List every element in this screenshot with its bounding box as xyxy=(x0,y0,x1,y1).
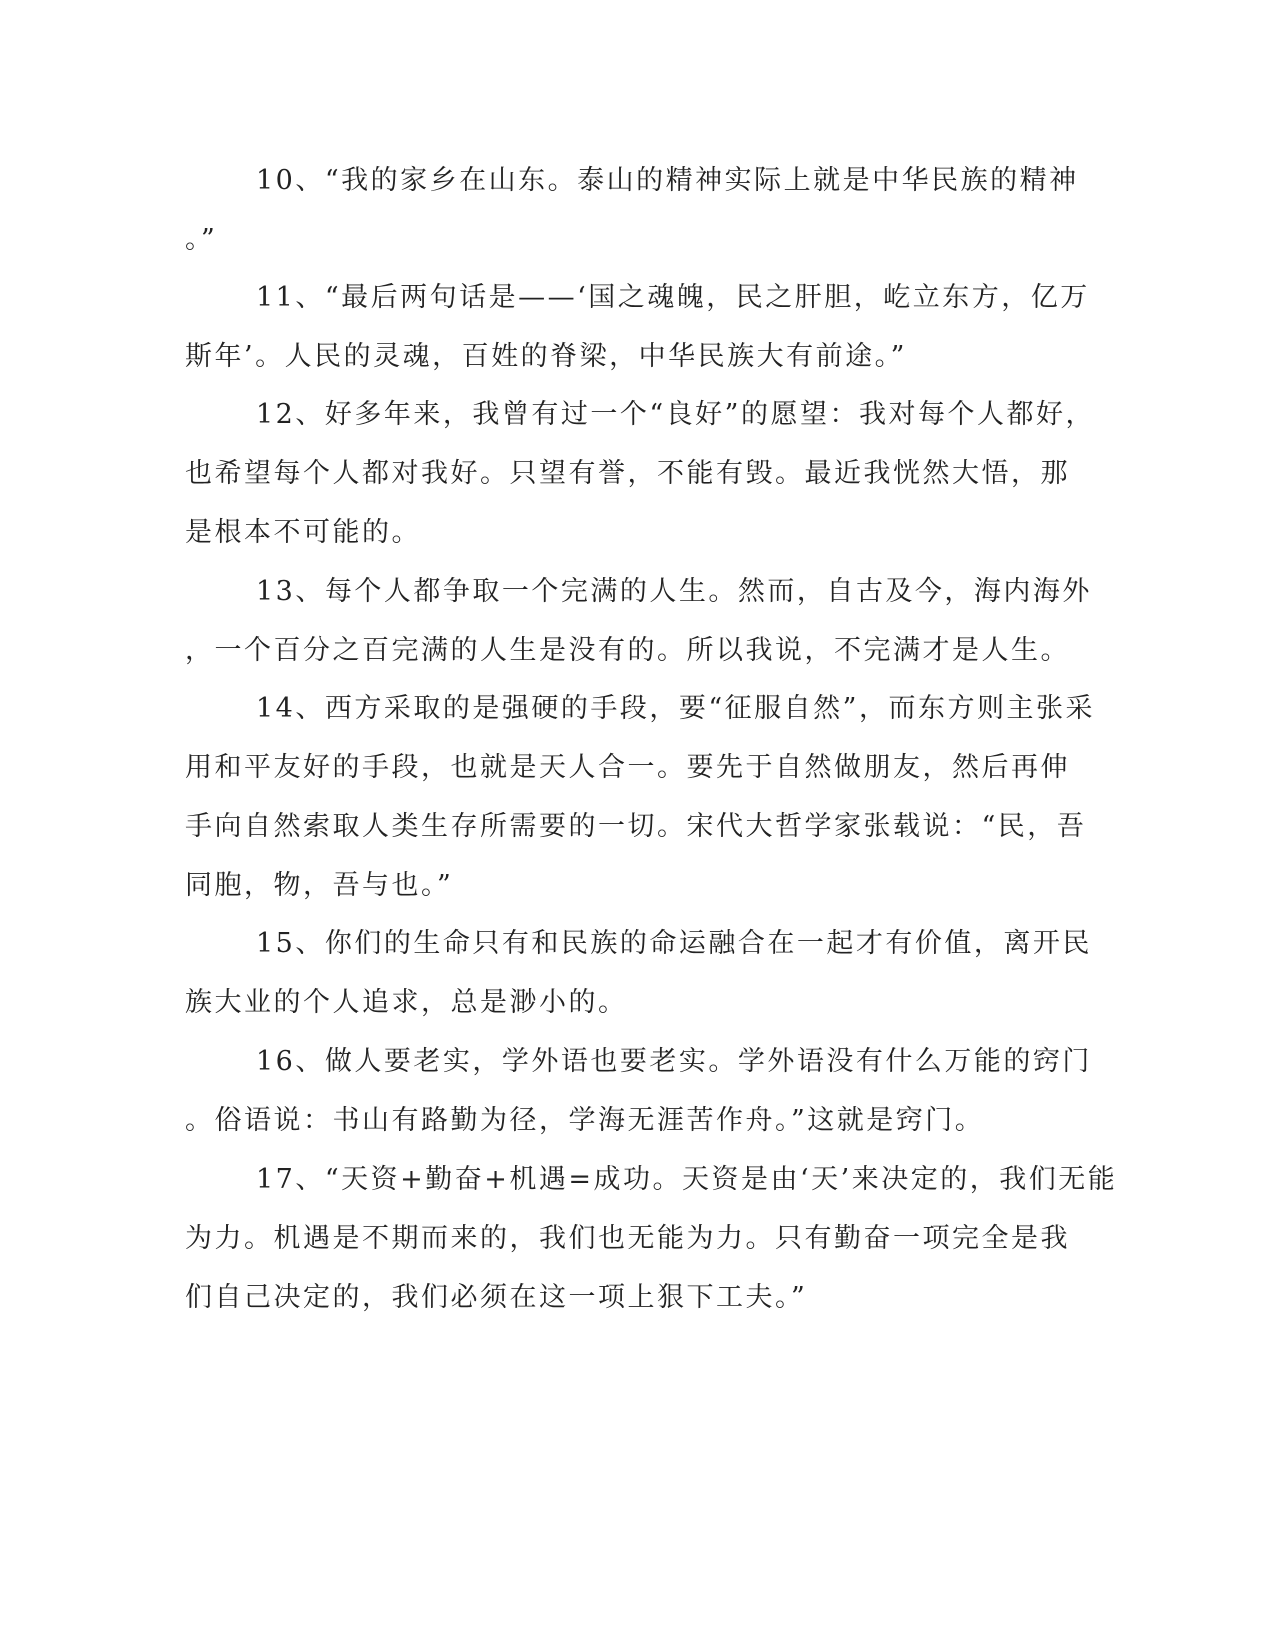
paragraph-16-line-2: 。俗语说：书山有路勤为径，学海无涯苦作舟。”这就是窍门。 xyxy=(185,1105,985,1136)
paragraph-14-line-2: 用和平友好的手段，也就是天人合一。要先于自然做朋友，然后再伸 xyxy=(185,752,1070,783)
paragraph-14-line-3: 手向自然索取人类生存所需要的一切。宋代大哲学家张载说：“民，吾 xyxy=(185,811,1087,842)
paragraph-17-line-1: 17、“天资+勤奋+机遇=成功。天资是由‘天’来决定的，我们无能 xyxy=(256,1164,1118,1195)
paragraph-13-line-2: ，一个百分之百完满的人生是没有的。所以我说，不完满才是人生。 xyxy=(185,635,1070,666)
paragraph-11-line-2: 斯年’。人民的灵魂，百姓的脊梁，中华民族大有前途。” xyxy=(185,341,907,372)
paragraph-12-line-3: 是根本不可能的。 xyxy=(185,517,421,548)
paragraph-13-line-1: 13、每个人都争取一个完满的人生。然而，自古及今，海内海外 xyxy=(256,576,1092,607)
paragraph-12-line-1: 12、好多年来，我曾有过一个“良好”的愿望：我对每个人都好， xyxy=(256,399,1095,430)
paragraph-15-line-1: 15、你们的生命只有和民族的命运融合在一起才有价值，离开民 xyxy=(256,928,1092,959)
paragraph-17-line-3: 们自己决定的，我们必须在这一项上狠下工夫。” xyxy=(185,1282,808,1313)
paragraph-14-line-4: 同胞，物，吾与也。” xyxy=(185,870,454,901)
paragraph-12-line-2: 也希望每个人都对我好。只望有誉，不能有毁。最近我恍然大悟，那 xyxy=(185,458,1070,489)
paragraph-15-line-2: 族大业的个人追求，总是渺小的。 xyxy=(185,987,628,1018)
paragraph-17-line-2: 为力。机遇是不期而来的，我们也无能为力。只有勤奋一项完全是我 xyxy=(185,1223,1070,1254)
paragraph-10-line-1: 10、“我的家乡在山东。泰山的精神实际上就是中华民族的精神 xyxy=(256,165,1079,196)
paragraph-11-line-1: 11、“最后两句话是——‘国之魂魄，民之肝胆，屹立东方，亿万 xyxy=(256,282,1090,313)
paragraph-14-line-1: 14、西方采取的是强硬的手段，要“征服自然”，而东方则主张采 xyxy=(256,693,1095,724)
paragraph-10-line-2: 。” xyxy=(185,224,218,255)
paragraph-16-line-1: 16、做人要老实，学外语也要老实。学外语没有什么万能的窍门 xyxy=(256,1046,1092,1077)
